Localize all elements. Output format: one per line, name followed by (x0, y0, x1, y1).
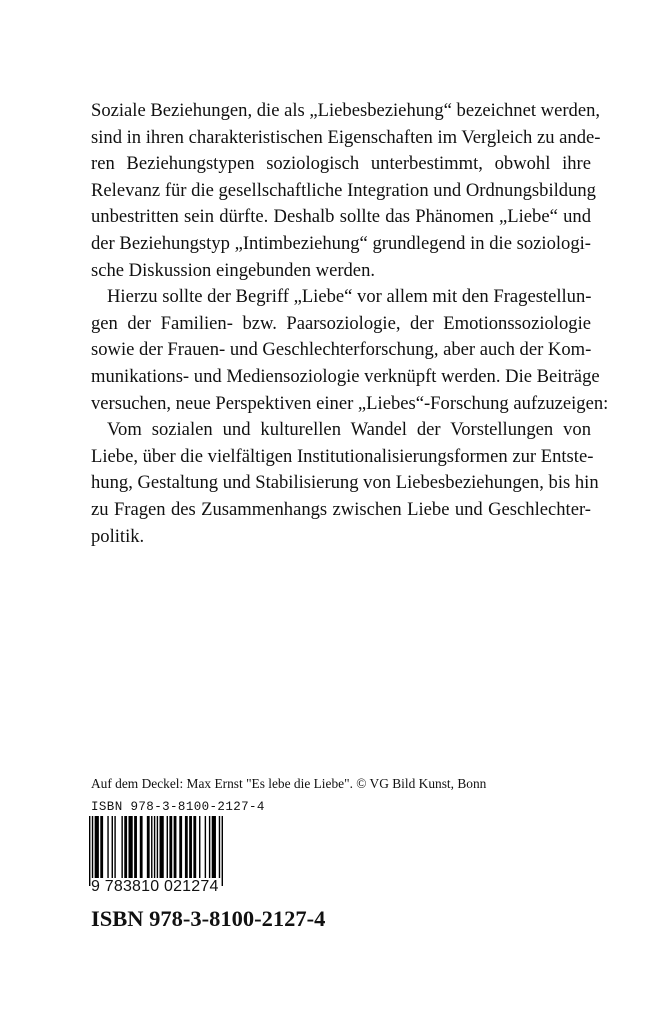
barcode-bar (124, 816, 127, 878)
barcode-bar (219, 816, 220, 886)
barcode-bar (140, 816, 143, 878)
blurb-line: Relevanz für die gesellschaftliche Integration und Ordnungsbildung (91, 179, 596, 201)
barcode-bar (100, 816, 103, 878)
blurb-line: ren Beziehungstypen soziologisch unterbestimmt, obwohl ihre (91, 153, 591, 175)
blurb-line: gen der Familien- bzw. Paarsoziologie, der Emotionssoziologie (91, 312, 591, 334)
barcode-bar (160, 816, 164, 878)
barcode-bar (114, 816, 115, 878)
blurb-line: munikations- und Mediensoziologie verknüpft werden. Die Beiträge (91, 365, 600, 387)
blurb-line: Hierzu sollte der Begriff „Liebe“ vor allem mit den Fragestellun- (107, 286, 592, 308)
blurb-line: politik. (91, 525, 145, 547)
barcode-bar (134, 816, 137, 878)
blurb-line: unbestritten sein dürfte. Deshalb sollte das Phänomen „Liebe“ und (91, 206, 591, 228)
cover-art-credit: Auf dem Deckel: Max Ernst "Es lebe die Liebe". © VG Bild Kunst, Bonn (91, 776, 487, 791)
barcode-bar (128, 816, 132, 878)
barcode-bar (92, 816, 93, 886)
barcode-bar (212, 816, 216, 878)
blurb-line: versuchen, neue Perspektiven einer „Liebes“-Forschung aufzuzeigen: (91, 392, 609, 414)
blurb-line: Vom sozialen und kulturellen Wandel der Vorstellungen von (107, 419, 591, 441)
barcode-bar (185, 816, 188, 878)
barcode-digits: 9 783810 021274 (91, 878, 219, 895)
barcode-bar (154, 816, 155, 886)
barcode-bar (121, 816, 122, 878)
barcode-bar (107, 816, 108, 878)
isbn-number: ISBN 978-3-8100-2127-4 (91, 906, 326, 931)
barcode-bar (209, 816, 210, 878)
blurb-line: sowie der Frauen- und Geschlechterforschung, aber auch der Kom- (91, 339, 592, 361)
barcode-bar (205, 816, 206, 878)
barcode-bar (179, 816, 182, 878)
barcode-bar (112, 816, 113, 878)
barcode-bar (193, 816, 196, 878)
barcode-bar (167, 816, 168, 878)
blurb-line: hung, Gestaltung und Stabilisierung von Liebesbeziehungen, bis hin (91, 472, 599, 494)
barcode-bar (222, 816, 223, 886)
blurb-line: der Beziehungstyp „Intimbeziehung“ grundlegend in die soziologi- (91, 232, 591, 254)
barcode-bar (151, 816, 152, 878)
barcode-bar (189, 816, 192, 878)
barcode-bar (169, 816, 172, 878)
barcode-bar (199, 816, 200, 878)
blurb-line: zu Fragen des Zusammenhangs zwischen Liebe und Geschlechter- (91, 498, 591, 520)
blurb-line: sche Diskussion eingebunden werden. (91, 259, 376, 281)
blurb-line: sind in ihren charakteristischen Eigenschaften im Vergleich zu ande- (91, 126, 601, 148)
ean-barcode (89, 816, 223, 886)
barcode-bar (157, 816, 158, 886)
barcode-bar (147, 816, 150, 878)
blurb-line: Soziale Beziehungen, die als „Liebesbeziehung“ bezeichnet werden, (91, 100, 601, 121)
barcode-bar (95, 816, 99, 878)
isbn-barcode-caption: ISBN 978-3-8100-2127-4 (91, 800, 265, 814)
barcode-bar (89, 816, 90, 886)
back-cover-blurb (91, 98, 609, 550)
blurb-line: Liebe, über die vielfältigen Institutionalisierungsformen zur Entste- (91, 445, 594, 467)
barcode-bar (174, 816, 177, 878)
